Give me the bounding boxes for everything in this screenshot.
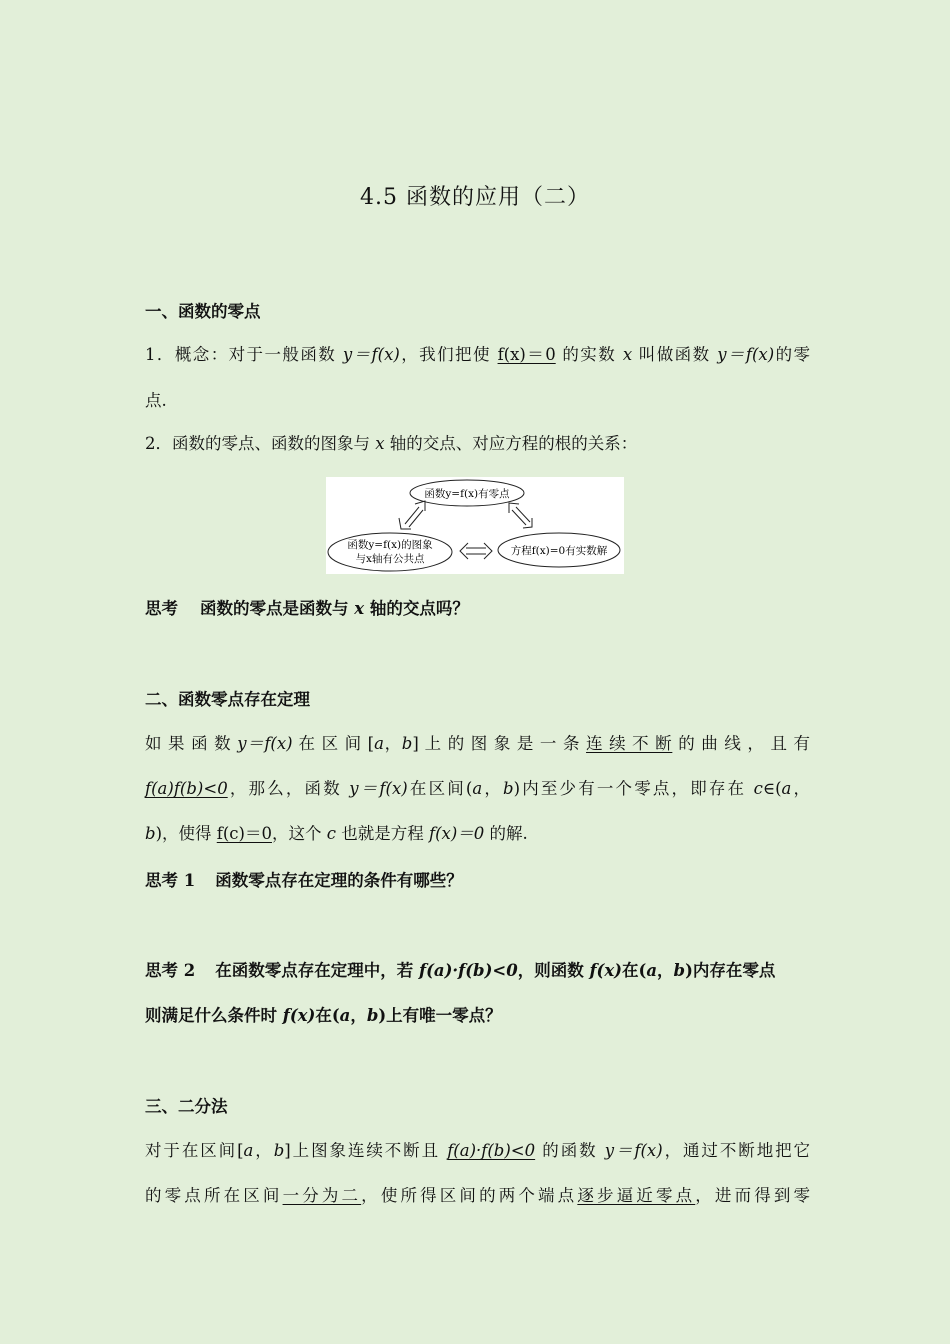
- think-label: 思考: [145, 599, 178, 618]
- text: ，: [657, 961, 674, 980]
- page-title: 4.5 函数的应用（二）: [360, 185, 590, 210]
- text: )内至少有一个零点，即存在: [513, 779, 754, 798]
- text: 函数的零点是函数与: [200, 599, 355, 618]
- text: )内存在零点: [685, 961, 776, 980]
- text: 函数零点存在定理的条件有哪些？: [215, 871, 463, 890]
- variable: x: [375, 434, 385, 453]
- variable: x: [354, 599, 365, 618]
- text: ，: [383, 734, 402, 753]
- variable: a: [781, 779, 792, 798]
- text: 的函数: [535, 1141, 605, 1160]
- fill-in-blank: f(c)＝0: [216, 824, 272, 843]
- section-heading-bisection: 三、二分法: [145, 1097, 228, 1116]
- formula: f(x): [589, 961, 622, 980]
- text: 也就是方程: [335, 824, 429, 843]
- formula: y＝f(x): [717, 345, 775, 364]
- variable: a: [472, 779, 483, 798]
- text: ，则函数: [517, 961, 590, 980]
- text: ，这个: [271, 824, 327, 843]
- text: 叫做函数: [632, 345, 718, 364]
- relation-paragraph: [145, 433, 810, 455]
- text: 在 区 间 [: [292, 734, 375, 753]
- theorem-line3: [145, 823, 810, 845]
- variable: b: [401, 734, 413, 753]
- left-node-text-1: 函数y=f(x)的图象: [347, 539, 433, 551]
- text: ，: [482, 779, 504, 798]
- text: ，: [791, 779, 811, 798]
- text: ]上图象连续不断且: [284, 1141, 448, 1160]
- top-node-text: 函数y=f(x)有零点: [424, 488, 510, 500]
- think-label: 思考 2: [145, 961, 196, 980]
- concept-paragraph-line1: [145, 344, 810, 366]
- think-label: 思考 1: [145, 871, 196, 890]
- text: ，: [253, 1141, 274, 1160]
- variable: a: [374, 734, 384, 753]
- variable: a: [339, 1006, 351, 1025]
- section-heading-theorem: 二、函数零点存在定理: [145, 690, 310, 709]
- formula: y＝f(x): [604, 1141, 663, 1160]
- right-node-text: 方程f(x)=0有实数解: [510, 545, 608, 557]
- bisection-line2: [145, 1185, 810, 1207]
- concept-paragraph-line2: 点.: [145, 391, 167, 410]
- fill-in-blank: f(a)·f(b)<0: [447, 1141, 536, 1160]
- relation-diagram-svg: [326, 477, 624, 574]
- formula: y＝f(x): [237, 734, 293, 753]
- text: 的零点所在区间: [145, 1186, 283, 1205]
- text: 对于在区间[: [145, 1141, 244, 1160]
- think-question-zeros: [145, 598, 810, 620]
- text: 的 曲 线 ， 且 有: [672, 734, 810, 753]
- fill-in-blank: 连 续 不 断: [586, 734, 673, 753]
- text: ，使所得区间的两个端点: [361, 1186, 578, 1205]
- text: 如 果 函 数: [145, 734, 238, 753]
- formula: y＝f(x): [342, 345, 400, 364]
- theorem-line1: [145, 733, 810, 755]
- bisection-line1: [145, 1140, 810, 1162]
- variable: a: [646, 961, 658, 980]
- text: 则满足什么条件时: [145, 1006, 283, 1025]
- double-arrow-horizontal-icon: [460, 543, 492, 559]
- fill-in-blank: 一分为二: [282, 1186, 362, 1205]
- text: ，: [350, 1006, 367, 1025]
- theorem-line2: [145, 778, 810, 800]
- text: )，使得: [155, 824, 217, 843]
- text: 在区间(: [407, 779, 473, 798]
- variable: b: [145, 824, 156, 843]
- relation-diagram: [326, 477, 624, 574]
- variable: b: [273, 1141, 285, 1160]
- text: ，那么，函数: [227, 779, 350, 798]
- text: ] 上 的 图 象 是 一 条: [412, 734, 587, 753]
- text: )上有唯一零点？: [378, 1006, 502, 1025]
- variable: a: [243, 1141, 254, 1160]
- fill-in-blank: 逐步逼近零点: [577, 1186, 696, 1205]
- double-arrow-left-diagonal-icon: [399, 501, 425, 529]
- variable: x: [622, 345, 633, 364]
- text: 的解.: [484, 824, 528, 843]
- text: 的实数: [555, 345, 623, 364]
- think-question-2-line2: [145, 1005, 810, 1027]
- text: 2．函数的零点、函数的图象与: [145, 434, 376, 453]
- text: 在函数零点存在定理中，若: [215, 961, 419, 980]
- variable: c: [326, 824, 336, 843]
- text: ，我们把使: [399, 345, 498, 364]
- fill-in-blank: f(a)f(b)<0: [145, 779, 228, 798]
- text: 在(: [622, 961, 647, 980]
- variable: b: [673, 961, 686, 980]
- text: ∈(: [762, 779, 782, 798]
- formula: f(x)＝0: [428, 824, 485, 843]
- text: 1．概念：对于一般函数: [145, 345, 343, 364]
- text: ，通过不断地把它: [662, 1141, 811, 1160]
- think-question-1: [145, 870, 810, 892]
- double-arrow-right-diagonal-icon: [509, 503, 532, 528]
- text: 轴的交点、对应方程的根的关系：: [384, 434, 638, 453]
- text: 轴的交点吗？: [364, 599, 469, 618]
- variable: b: [366, 1006, 379, 1025]
- text: ，进而得到零: [695, 1186, 811, 1205]
- formula: f(a)·f(b)<0: [418, 961, 518, 980]
- think-question-2-line1: [145, 960, 810, 982]
- formula: y＝f(x): [349, 779, 408, 798]
- fill-in-blank: f(x)＝0: [497, 345, 556, 364]
- text: 的零: [774, 345, 811, 364]
- section-heading-zeros: 一、函数的零点: [145, 302, 261, 321]
- left-node-text-2: 与x轴有公共点: [355, 553, 425, 565]
- variable: c: [753, 779, 763, 798]
- formula: f(x): [282, 1006, 316, 1025]
- variable: b: [503, 779, 514, 798]
- text: 在(: [315, 1006, 340, 1025]
